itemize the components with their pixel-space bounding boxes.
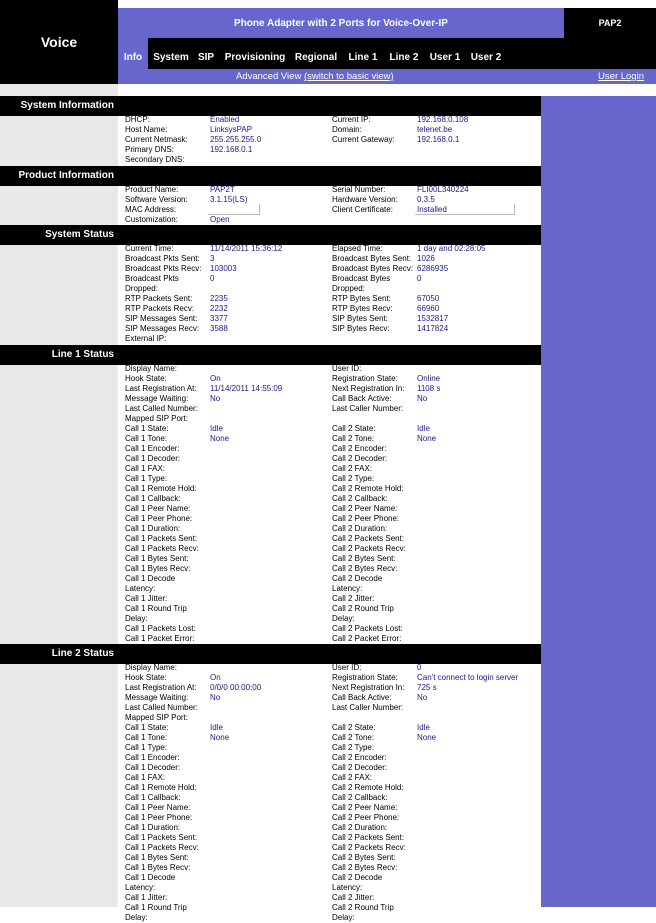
tab-system[interactable]: System	[153, 52, 189, 63]
field-label-mapped-sip-port: Mapped SIP Port:	[125, 414, 188, 423]
field-label-call-1-round-trip-delay: Call 1 Round Trip Delay:	[125, 604, 187, 623]
field-label-dhcp: DHCP:	[125, 115, 150, 124]
field-label-call-2-packets-recv: Call 2 Packets Recv:	[332, 843, 406, 852]
field-value-registration-state: Online	[417, 374, 441, 383]
field-value-rtp-packets-recv: 2232	[210, 304, 228, 313]
field-label-external-ip: External IP:	[125, 334, 167, 343]
tab-provisioning[interactable]: Provisioning	[224, 52, 286, 63]
field-value-sip-messages-recv: 3588	[210, 324, 228, 333]
field-value-call-1-tone: None	[210, 434, 230, 443]
right-column	[541, 96, 656, 907]
field-label-call-2-decoder: Call 2 Decoder:	[332, 454, 388, 463]
field-label-call-2-bytes-recv: Call 2 Bytes Recv:	[332, 863, 398, 872]
field-label-call-2-tone: Call 2 Tone:	[332, 733, 375, 742]
field-label-call-2-packets-lost: Call 2 Packets Lost:	[332, 624, 403, 633]
field-value-registration-state: Can't connect to login server	[417, 673, 519, 682]
field-label-sip-messages-recv: SIP Messages Recv:	[125, 324, 200, 333]
field-value-sip-messages-sent: 3377	[210, 314, 228, 323]
field-label-call-1-callback: Call 1 Callback:	[125, 494, 181, 503]
field-value-next-registration-in: 725 s	[417, 683, 437, 692]
field-label-call-2-type: Call 2 Type:	[332, 474, 375, 483]
field-label-call-1-duration: Call 1 Duration:	[125, 823, 181, 832]
field-label-call-2-encoder: Call 2 Encoder:	[332, 444, 387, 453]
field-label-call-1-peer-phone: Call 1 Peer Phone:	[125, 813, 193, 822]
field-label-last-called-number: Last Called Number:	[125, 404, 198, 413]
field-value-primary-dns: 192.168.0.1	[210, 145, 253, 154]
field-value-call-2-state: Idle	[417, 723, 430, 732]
field-label-call-2-bytes-sent: Call 2 Bytes Sent:	[332, 853, 396, 862]
field-value-last-registration-at: 0/0/0 00:00:00	[210, 683, 262, 692]
user-login-link[interactable]: User Login	[598, 71, 644, 82]
field-label-hardware-version: Hardware Version:	[332, 195, 398, 204]
field-value-broadcast-pkts-sent: 3	[210, 254, 215, 263]
field-label-call-1-jitter: Call 1 Jitter:	[125, 893, 168, 902]
field-label-last-caller-number: Last Caller Number:	[332, 404, 404, 413]
field-label-call-2-peer-phone: Call 2 Peer Phone:	[332, 514, 400, 523]
field-label-rtp-bytes-recv: RTP Bytes Recv:	[332, 304, 393, 313]
field-label-message-waiting: Message Waiting:	[125, 693, 189, 702]
view-bar	[118, 69, 656, 84]
field-label-user-id: User ID:	[332, 364, 362, 373]
section-bar	[118, 96, 541, 116]
field-value-message-waiting: No	[210, 693, 221, 702]
field-label-call-2-callback: Call 2 Callback:	[332, 793, 388, 802]
field-label-call-2-decoder: Call 2 Decoder:	[332, 763, 388, 772]
field-label-call-2-round-trip-delay: Call 2 Round Trip Delay:	[332, 903, 394, 922]
field-value-call-1-state: Idle	[210, 723, 223, 732]
section-bar	[118, 345, 541, 365]
field-label-call-1-bytes-recv: Call 1 Bytes Recv:	[125, 564, 191, 573]
field-label-customization: Customization:	[125, 215, 178, 224]
field-label-call-2-callback: Call 2 Callback:	[332, 494, 388, 503]
field-value-next-registration-in: 1108 s	[417, 384, 441, 393]
field-label-call-1-peer-name: Call 1 Peer Name:	[125, 803, 191, 812]
field-label-call-1-fax: Call 1 FAX:	[125, 464, 166, 473]
field-label-call-1-tone: Call 1 Tone:	[125, 434, 168, 443]
field-label-rtp-packets-sent: RTP Packets Sent:	[125, 294, 193, 303]
field-label-call-1-encoder: Call 1 Encoder:	[125, 753, 180, 762]
field-label-call-2-duration: Call 2 Duration:	[332, 823, 388, 832]
field-value-broadcast-pkts-recv: 103003	[210, 264, 237, 273]
field-label-call-2-encoder: Call 2 Encoder:	[332, 753, 387, 762]
tab-regional[interactable]: Regional	[294, 52, 338, 63]
field-label-call-2-state: Call 2 State:	[332, 723, 376, 732]
field-label-current-netmask: Current Netmask:	[125, 135, 188, 144]
field-label-call-back-active: Call Back Active:	[332, 394, 392, 403]
field-label-next-registration-in: Next Registration In:	[332, 384, 405, 393]
field-value-host-name: LinksysPAP	[210, 125, 253, 134]
field-label-call-2-packets-sent: Call 2 Packets Sent:	[332, 534, 405, 543]
field-label-call-1-decode-latency: Call 1 Decode Latency:	[125, 873, 176, 892]
field-value-current-time: 11/14/2011 15:36:12	[210, 244, 283, 253]
field-label-call-2-remote-hold: Call 2 Remote Hold:	[332, 484, 404, 493]
field-label-call-2-bytes-sent: Call 2 Bytes Sent:	[332, 554, 396, 563]
section-bar	[118, 225, 541, 245]
field-label-last-registration-at: Last Registration At:	[125, 384, 197, 393]
field-label-call-1-type: Call 1 Type:	[125, 474, 168, 483]
field-label-call-1-duration: Call 1 Duration:	[125, 524, 181, 533]
field-value-product-name: PAP2T	[210, 185, 235, 194]
field-label-current-time: Current Time:	[125, 244, 174, 253]
field-value-current-netmask: 255.255.255.0	[210, 135, 262, 144]
field-label-mac-address: MAC Address:	[125, 205, 177, 214]
field-label-call-1-packets-recv: Call 1 Packets Recv:	[125, 544, 199, 553]
field-value-sip-bytes-recv: 1417824	[417, 324, 449, 333]
field-label-sip-messages-sent: SIP Messages Sent:	[125, 314, 198, 323]
field-label-call-2-fax: Call 2 FAX:	[332, 773, 373, 782]
tab-info[interactable]: Info	[118, 38, 148, 69]
field-label-call-2-decode-latency: Call 2 Decode Latency:	[332, 574, 383, 593]
field-label-call-1-decoder: Call 1 Decoder:	[125, 763, 181, 772]
page-title: Phone Adapter with 2 Ports for Voice-Over-IP	[118, 8, 564, 38]
field-value-call-2-tone: None	[417, 434, 437, 443]
field-label-elapsed-time: Elapsed Time:	[332, 244, 383, 253]
field-value-last-registration-at: 11/14/2011 14:55:09	[210, 384, 283, 393]
switch-view-link[interactable]: (switch to basic view)	[303, 71, 394, 82]
field-label-call-1-state: Call 1 State:	[125, 424, 169, 433]
field-label-broadcast-bytes-recv: Broadcast Bytes Recv:	[332, 264, 413, 273]
field-label-display-name: Display Name:	[125, 663, 178, 672]
field-value-software-version: 3.1.15(LS)	[210, 195, 248, 204]
brand-label: Voice	[0, 0, 118, 84]
field-label-call-1-packet-error: Call 1 Packet Error:	[125, 634, 195, 643]
field-value-serial-number: FLI00L340224	[417, 185, 469, 194]
field-value-rtp-bytes-recv: 66960	[417, 304, 440, 313]
field-label-call-2-peer-phone: Call 2 Peer Phone:	[332, 813, 400, 822]
tab-sip[interactable]: SIP	[197, 52, 215, 63]
field-label-broadcast-pkts-dropped: Broadcast Pkts Dropped:	[125, 274, 179, 293]
field-label-call-2-fax: Call 2 FAX:	[332, 464, 373, 473]
section-header-line-1-status: Line 1 Status	[0, 345, 118, 365]
field-label-call-2-peer-name: Call 2 Peer Name:	[332, 504, 398, 513]
field-value-call-2-state: Idle	[417, 424, 430, 433]
view-mode	[236, 71, 394, 82]
field-value-rtp-packets-sent: 2235	[210, 294, 228, 303]
field-value-client-certificate: Installed	[417, 205, 447, 214]
field-value-broadcast-bytes-sent: 1026	[417, 254, 435, 263]
field-label-call-2-packet-error: Call 2 Packet Error:	[332, 634, 402, 643]
field-label-call-1-peer-phone: Call 1 Peer Phone:	[125, 514, 193, 523]
field-label-call-1-callback: Call 1 Callback:	[125, 793, 181, 802]
field-value-domain: telenet.be	[417, 125, 453, 134]
field-label-call-2-jitter: Call 2 Jitter:	[332, 893, 375, 902]
field-value-customization: Open	[210, 215, 230, 224]
field-label-call-1-packets-sent: Call 1 Packets Sent:	[125, 534, 198, 543]
field-label-call-1-fax: Call 1 FAX:	[125, 773, 166, 782]
field-label-call-1-remote-hold: Call 1 Remote Hold:	[125, 484, 197, 493]
field-label-call-back-active: Call Back Active:	[332, 693, 392, 702]
field-value-hook-state: On	[210, 374, 221, 383]
field-label-call-2-packets-recv: Call 2 Packets Recv:	[332, 544, 406, 553]
field-label-call-2-bytes-recv: Call 2 Bytes Recv:	[332, 564, 398, 573]
field-value-rtp-bytes-sent: 67050	[417, 294, 440, 303]
tab-user-2[interactable]: User 2	[470, 52, 502, 63]
field-value-call-1-state: Idle	[210, 424, 223, 433]
field-label-domain: Domain:	[332, 125, 362, 134]
field-label-sip-bytes-recv: SIP Bytes Recv:	[332, 324, 390, 333]
field-label-call-2-remote-hold: Call 2 Remote Hold:	[332, 783, 404, 792]
field-value-hardware-version: 0.3.5	[417, 195, 435, 204]
field-label-call-1-decode-latency: Call 1 Decode Latency:	[125, 574, 176, 593]
section-bar	[118, 166, 541, 186]
field-value-call-back-active: No	[417, 394, 428, 403]
field-label-call-1-packets-recv: Call 1 Packets Recv:	[125, 843, 199, 852]
field-label-call-2-round-trip-delay: Call 2 Round Trip Delay:	[332, 604, 394, 623]
field-label-mapped-sip-port: Mapped SIP Port:	[125, 713, 188, 722]
field-label-call-2-packets-sent: Call 2 Packets Sent:	[332, 833, 405, 842]
field-label-broadcast-pkts-recv: Broadcast Pkts Recv:	[125, 264, 202, 273]
field-label-broadcast-bytes-sent: Broadcast Bytes Sent:	[332, 254, 412, 263]
field-label-call-1-bytes-recv: Call 1 Bytes Recv:	[125, 863, 191, 872]
field-label-call-1-remote-hold: Call 1 Remote Hold:	[125, 783, 197, 792]
field-label-call-1-packets-sent: Call 1 Packets Sent:	[125, 833, 198, 842]
field-label-next-registration-in: Next Registration In:	[332, 683, 405, 692]
field-label-call-1-jitter: Call 1 Jitter:	[125, 594, 168, 603]
model-label: PAP2	[564, 8, 656, 38]
tab-line-2[interactable]: Line 2	[389, 52, 419, 63]
field-label-call-2-jitter: Call 2 Jitter:	[332, 594, 375, 603]
field-value-call-1-tone: None	[210, 733, 230, 742]
field-label-call-1-encoder: Call 1 Encoder:	[125, 444, 180, 453]
field-label-current-ip: Current IP:	[332, 115, 371, 124]
field-value-elapsed-time: 1 day and 02:28:05	[417, 244, 486, 253]
field-label-call-2-state: Call 2 State:	[332, 424, 376, 433]
field-label-call-2-decode-latency: Call 2 Decode Latency:	[332, 873, 383, 892]
field-label-call-1-tone: Call 1 Tone:	[125, 733, 168, 742]
field-label-call-1-state: Call 1 State:	[125, 723, 169, 732]
field-value-call-2-tone: None	[417, 733, 437, 742]
field-label-call-1-bytes-sent: Call 1 Bytes Sent:	[125, 853, 189, 862]
field-label-host-name: Host Name:	[125, 125, 168, 134]
section-header-line-2-status: Line 2 Status	[0, 644, 118, 664]
field-value-current-gateway: 192.168.0.1	[417, 135, 460, 144]
field-value-sip-bytes-sent: 1532817	[417, 314, 449, 323]
field-label-last-registration-at: Last Registration At:	[125, 683, 197, 692]
field-label-display-name: Display Name:	[125, 364, 178, 373]
field-label-software-version: Software Version:	[125, 195, 188, 204]
field-label-call-1-round-trip-delay: Call 1 Round Trip Delay:	[125, 903, 187, 922]
field-label-call-2-duration: Call 2 Duration:	[332, 524, 388, 533]
left-column	[0, 84, 118, 907]
field-label-message-waiting: Message Waiting:	[125, 394, 189, 403]
value-cell	[415, 204, 515, 215]
field-label-primary-dns: Primary DNS:	[125, 145, 174, 154]
view-mode-label: Advanced View	[236, 71, 302, 82]
field-label-client-certificate: Client Certificate:	[332, 205, 393, 214]
field-label-call-1-type: Call 1 Type:	[125, 743, 168, 752]
field-label-user-id: User ID:	[332, 663, 362, 672]
tab-user-1[interactable]: User 1	[429, 52, 461, 63]
field-label-hook-state: Hook State:	[125, 673, 167, 682]
field-value-call-back-active: No	[417, 693, 428, 702]
field-value-broadcast-bytes-dropped: 0	[417, 274, 422, 283]
field-label-last-caller-number: Last Caller Number:	[332, 703, 404, 712]
section-header-product-information: Product Information	[0, 166, 118, 186]
field-label-call-2-type: Call 2 Type:	[332, 743, 375, 752]
field-label-rtp-packets-recv: RTP Packets Recv:	[125, 304, 195, 313]
field-label-registration-state: Registration State:	[332, 374, 398, 383]
field-label-call-1-bytes-sent: Call 1 Bytes Sent:	[125, 554, 189, 563]
section-header-system-information: System Information	[0, 96, 118, 116]
field-label-serial-number: Serial Number:	[332, 185, 386, 194]
top-strip	[118, 0, 656, 8]
field-label-call-2-tone: Call 2 Tone:	[332, 434, 375, 443]
field-label-secondary-dns: Secondary DNS:	[125, 155, 185, 164]
section-header-system-status: System Status	[0, 225, 118, 245]
field-label-call-1-decoder: Call 1 Decoder:	[125, 454, 181, 463]
value-cell	[208, 204, 260, 215]
field-label-broadcast-pkts-sent: Broadcast Pkts Sent:	[125, 254, 200, 263]
field-label-broadcast-bytes-dropped: Broadcast Bytes Dropped:	[332, 274, 391, 293]
field-label-registration-state: Registration State:	[332, 673, 398, 682]
field-value-dhcp: Enabled	[210, 115, 240, 124]
field-label-rtp-bytes-sent: RTP Bytes Sent:	[332, 294, 391, 303]
field-value-hook-state: On	[210, 673, 221, 682]
field-label-hook-state: Hook State:	[125, 374, 167, 383]
field-label-current-gateway: Current Gateway:	[332, 135, 395, 144]
field-label-call-1-peer-name: Call 1 Peer Name:	[125, 504, 191, 513]
field-value-current-ip: 192.168.0.108	[417, 115, 469, 124]
field-label-call-2-peer-name: Call 2 Peer Name:	[332, 803, 398, 812]
field-label-sip-bytes-sent: SIP Bytes Sent:	[332, 314, 388, 323]
field-value-user-id: 0	[417, 663, 422, 672]
section-bar	[118, 644, 541, 664]
field-value-broadcast-bytes-recv: 6286935	[417, 264, 449, 273]
field-label-last-called-number: Last Called Number:	[125, 703, 198, 712]
tab-bar	[118, 38, 656, 69]
field-label-product-name: Product Name:	[125, 185, 179, 194]
field-value-message-waiting: No	[210, 394, 221, 403]
field-label-call-1-packets-lost: Call 1 Packets Lost:	[125, 624, 196, 633]
field-value-broadcast-pkts-dropped: 0	[210, 274, 215, 283]
tab-line-1[interactable]: Line 1	[348, 52, 378, 63]
